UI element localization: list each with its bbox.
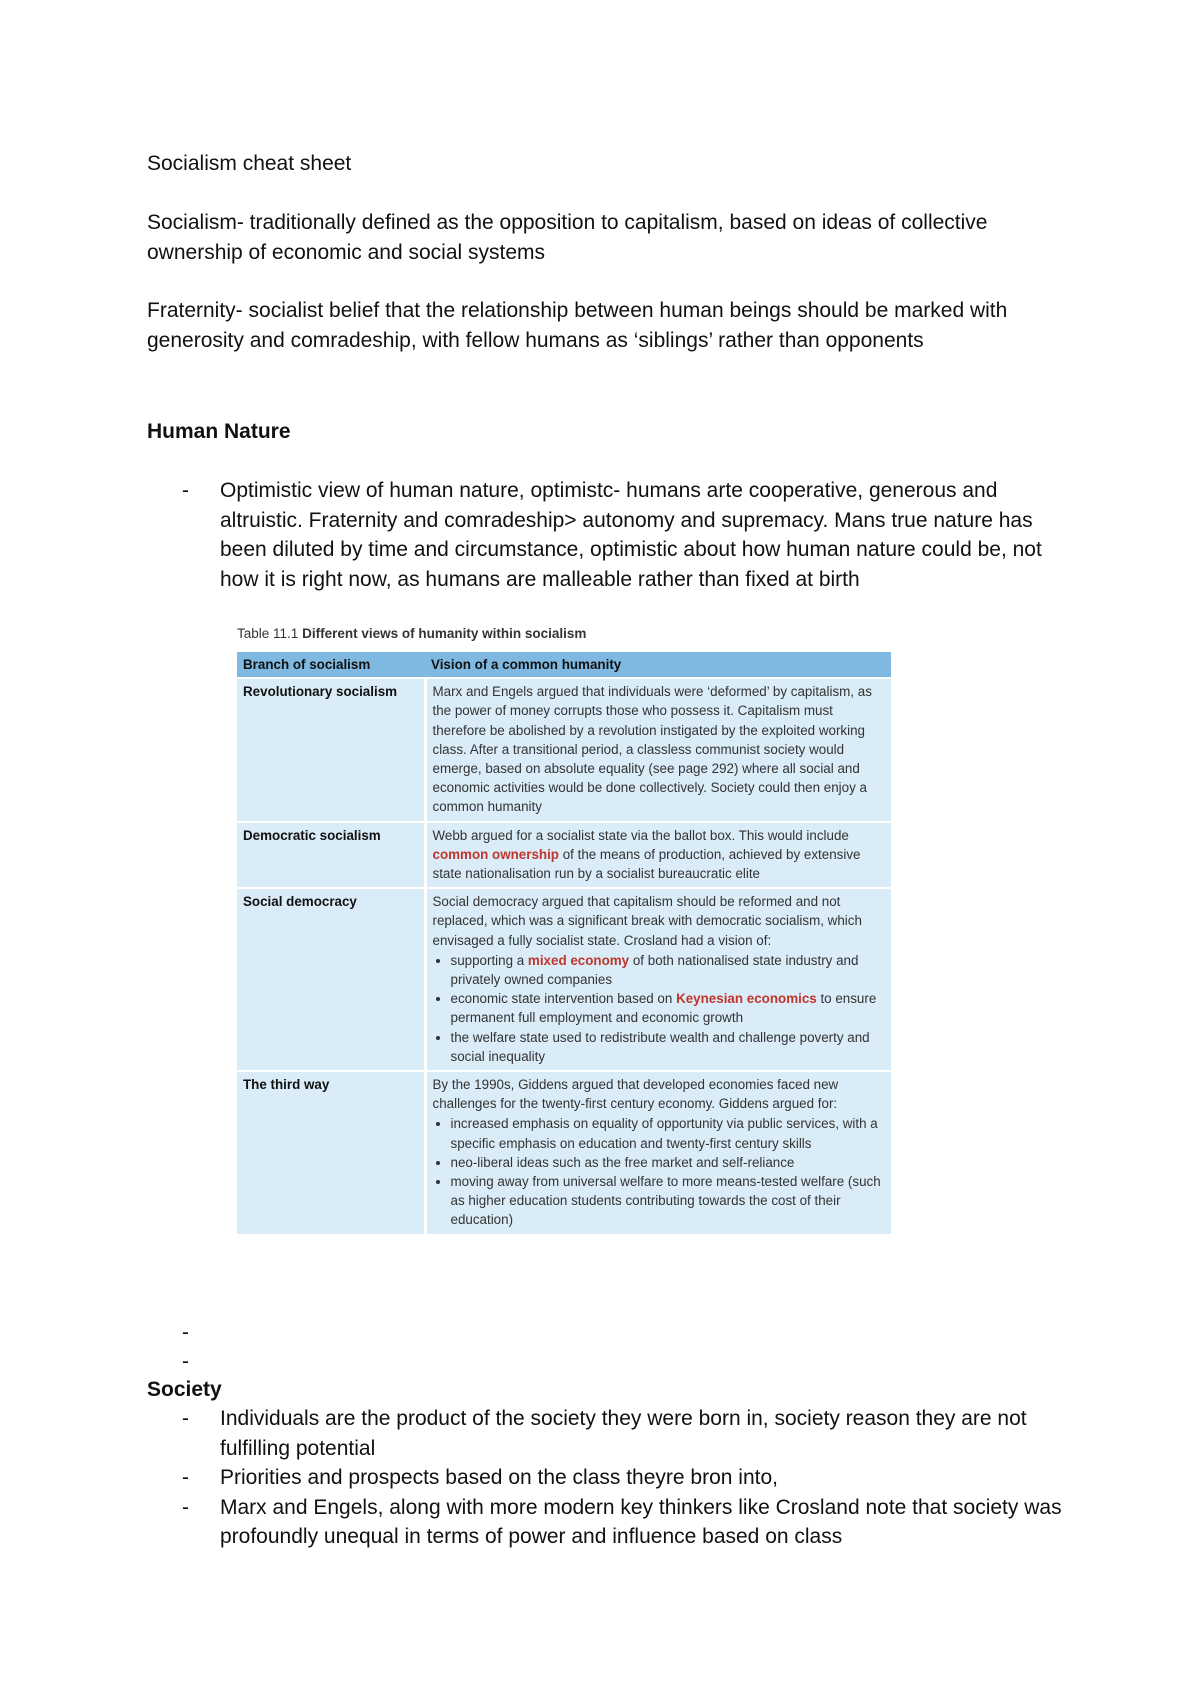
cell-text: By the 1990s, Giddens argued that developed economies faced new challenges for the twenty-first century economy. Giddens argued for: — [432, 1077, 839, 1112]
branch-cell: Social democracy — [237, 888, 425, 1071]
list-item — [451, 951, 886, 989]
cell-bullet-list — [433, 1114, 886, 1229]
empty-list-dash: - — [182, 1321, 189, 1344]
list-item — [451, 989, 886, 1027]
list-item — [147, 476, 1067, 594]
list-item-text: Optimistic view of human nature, optimistc- humans arte cooperative, generous and altruistic. Fraternity and comradeship> autonomy and supremacy. Mans true nature has been diluted by time and circumstance, optimistic about how human nature could be, not how it is right now, as humans are malleable rather than fixed at birth — [220, 479, 1042, 591]
key-term: common ownership — [432, 846, 559, 862]
branch-cell: The third way — [237, 1071, 425, 1234]
column-header-branch: Branch of socialism — [237, 652, 425, 678]
cell-text: Webb argued for a socialist state via the ballot box. This would include — [432, 827, 849, 843]
table-caption-text: Different views of humanity within socialism — [302, 626, 587, 641]
table-caption — [237, 626, 586, 641]
society-list — [147, 1404, 1067, 1552]
cell-text: economic state intervention based on — [450, 991, 677, 1007]
list-item-text: Individuals are the product of the society they were born in, society reason they are not fulfilling potential — [220, 1407, 1027, 1460]
dash-marker: - — [182, 1466, 189, 1489]
cell-text: to ensure permanent full employment and economic growth — [450, 991, 877, 1026]
table-caption-number: Table 11.1 — [237, 626, 299, 641]
key-term: Keynesian economics — [676, 991, 817, 1007]
cell-text: supporting a — [450, 952, 528, 968]
list-item-text: Priorities and prospects based on the class theyre bron into, — [220, 1466, 778, 1489]
table-row — [237, 678, 891, 821]
dash-marker: - — [182, 479, 189, 502]
list-item — [147, 1463, 1067, 1493]
vision-cell — [425, 822, 891, 889]
document-title: Socialism cheat sheet — [147, 152, 352, 175]
table-row — [237, 1071, 891, 1234]
humanity-views-table — [237, 652, 891, 1234]
list-item: • the welfare state used to redistribute wealth and challenge poverty and social inequality — [451, 1028, 886, 1066]
cell-bullet-list — [433, 951, 886, 1066]
definition-fraternity: Fraternity- socialist belief that the relationship between human beings should be marked with generosity and comradeship, with fellow humans as ‘siblings’ rather than opponents — [147, 299, 1008, 352]
cell-text: of both nationalised state industry and privately owned companies — [450, 952, 859, 988]
branch-cell: Revolutionary socialism — [237, 678, 425, 821]
list-item: • neo-liberal ideas such as the free market and self-reliance — [451, 1153, 886, 1172]
branch-cell: Democratic socialism — [237, 822, 425, 889]
key-term: mixed economy — [527, 952, 630, 968]
list-item — [147, 1404, 1067, 1463]
table-row — [237, 888, 891, 1071]
list-item-text: Marx and Engels, along with more modern key thinkers like Crosland note that society was profoundly unequal in terms of power and influence based on class — [220, 1495, 1062, 1548]
vision-cell: Marx and Engels argued that individuals were ‘deformed’ by capitalism, as the power of money corrupts those who possess it. Capitalism must therefore be abolished by a revolution instigated by the exploited working class. After a transitional period, a classless communist society would emerge, based on absolute equality (see page 292) where all social and economic activities would be done collectively. Society could then enjoy a common humanity — [425, 678, 891, 821]
cell-text: of the means of production, achieved by extensive state nationalisation run by a socialist bureaucratic elite — [432, 846, 861, 882]
column-header-vision: Vision of a common humanity — [425, 652, 891, 678]
table-row — [237, 822, 891, 889]
dash-marker: - — [182, 1407, 189, 1430]
list-item — [147, 1493, 1067, 1552]
heading-society: Society — [147, 1378, 222, 1401]
vision-cell — [425, 888, 891, 1071]
list-item: • moving away from universal welfare to more means-tested welfare (such as higher education students contributing towards the cost of their education) — [451, 1172, 886, 1230]
human-nature-list — [147, 476, 1067, 594]
list-item: • increased emphasis on equality of opportunity via public services, with a specific emphasis on education and twenty-first century skills — [451, 1114, 886, 1152]
dash-marker: - — [182, 1495, 189, 1519]
definition-socialism: Socialism- traditionally defined as the opposition to capitalism, based on ideas of collective ownership of economic and social systems — [147, 211, 988, 264]
vision-cell — [425, 1071, 891, 1234]
empty-list-dash: - — [182, 1350, 189, 1373]
cell-text: Social democracy argued that capitalism should be reformed and not replaced, which was a significant break with democratic socialism, which envisaged a fully socialist state. Crosland had a vision of: — [432, 894, 862, 948]
heading-human-nature: Human Nature — [147, 420, 291, 443]
table-header-row — [237, 652, 891, 678]
